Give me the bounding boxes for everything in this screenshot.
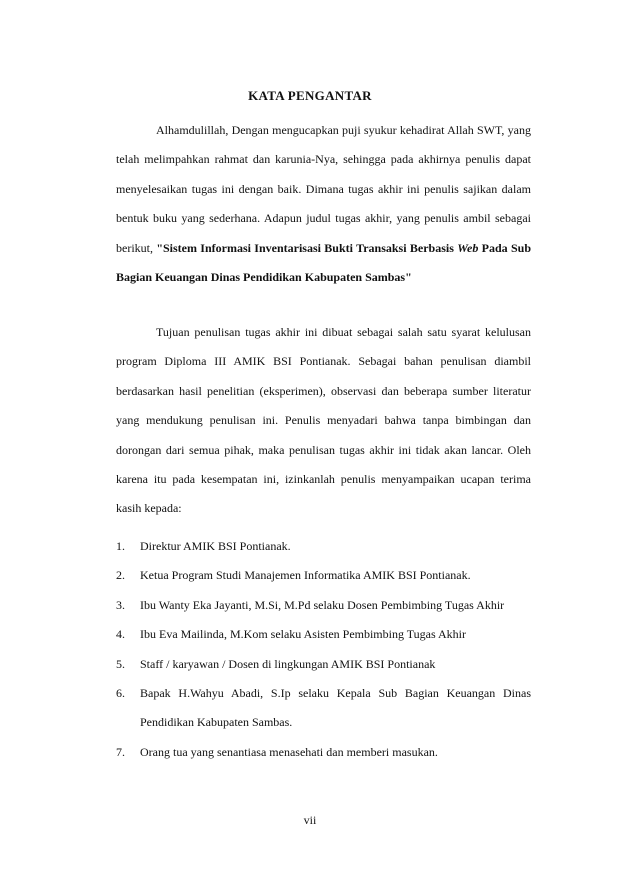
list-item: [116, 650, 531, 679]
list-number: 4.: [116, 627, 125, 642]
list-item: [116, 679, 531, 738]
list-item: [116, 620, 531, 649]
page-number: vii: [303, 813, 317, 827]
list-item: [116, 532, 531, 561]
list-text: Bapak H.Wahyu Abadi, S.Ip selaku Kepala Sub Bagian Keuangan Dinas Pendidikan Kabupaten Sambas.: [140, 686, 531, 730]
list-text: Orang tua yang senantiasa menasehati dan memberi masukan.: [140, 744, 438, 759]
list-item: [116, 738, 531, 767]
list-number: 2.: [116, 568, 125, 583]
page-title: KATA PENGANTAR: [248, 88, 372, 103]
list-text: Ibu Eva Mailinda, M.Kom selaku Asisten Pembimbing Tugas Akhir: [140, 627, 466, 642]
list-item: [116, 591, 531, 620]
intro-text: Alhamdulillah, Dengan mengucapkan puji syukur kehadirat Allah SWT, yang telah melimpahkan rahmat dan karunia-Nya, sehingga pada akhirnya penulis dapat menyelesaikan tugas ini dengan baik. Dimana tugas akhir ini penulis sajikan dalam bentuk buku yang sederhana. Adapun judul tugas akhir, yang penulis ambil sebagai berikut,: [116, 123, 531, 255]
thesis-title-web: Web: [457, 240, 479, 255]
list-item: [116, 561, 531, 590]
list-number: 1.: [116, 539, 125, 553]
list-number: 5.: [116, 656, 125, 671]
list-text: Staff / karyawan / Dosen di lingkungan AMIK BSI Pontianak: [140, 656, 436, 671]
list-text: Ibu Wanty Eka Jayanti, M.Si, M.Pd selaku Dosen Pembimbing Tugas Akhir: [140, 597, 505, 612]
list-number: 3.: [116, 597, 125, 612]
acknowledgement-list: [116, 532, 531, 767]
paragraph-intro: [116, 116, 531, 292]
list-text: Direktur AMIK BSI Pontianak.: [140, 539, 291, 553]
list-text: Ketua Program Studi Manajemen Informatika AMIK BSI Pontianak.: [140, 568, 471, 583]
thesis-title: "Sistem Informasi Inventarisasi Bukti Transaksi Berbasis Web Pada Sub Bagian Keuangan Dinas Pendidikan Kabupaten Sambas": [116, 240, 532, 285]
paragraph-purpose: Tujuan penulisan tugas akhir ini dibuat sebagai salah satu syarat kelulusan program Diploma III AMIK BSI Pontianak. Sebagai bahan penulisan diambil berdasarkan hasil penelitian (eksperimen), observasi dan beberapa sumber literatur yang mendukung penulisan ini. Penulis menyadari bahwa tanpa bimbingan dan dorongan dari semua pihak, maka penulisan tugas akhir ini tidak akan lancar. Oleh karena itu pada kesempatan ini, izinkanlah penulis menyampaikan ucapan terima kasih kepada:: [116, 325, 531, 516]
list-number: 6.: [116, 686, 125, 701]
list-number: 7.: [116, 744, 125, 759]
